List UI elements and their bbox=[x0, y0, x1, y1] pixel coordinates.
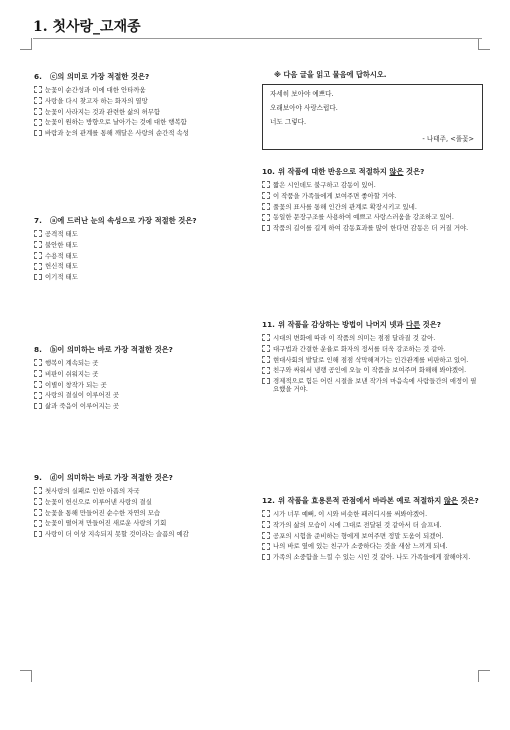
answer-option-label: 사랑이 더 이상 지속되지 못할 것이라는 슬픔의 예감 bbox=[45, 530, 189, 539]
answer-option[interactable] bbox=[34, 402, 239, 410]
answer-option[interactable] bbox=[34, 262, 239, 270]
question-underlined-word: 않은 bbox=[389, 167, 404, 176]
crop-mark-bottom-right-h bbox=[478, 670, 490, 671]
answer-option-label: 시가 너무 예뻐, 이 시와 비슷한 패러디시를 써봐야겠어. bbox=[273, 510, 428, 518]
page-title: 1. 첫사랑_고재종 bbox=[33, 19, 141, 35]
answer-checkbox[interactable] bbox=[34, 274, 42, 281]
answer-option[interactable] bbox=[262, 224, 482, 232]
answer-option-label: 작가의 삶의 모습이 시에 그대로 전달된 것 같아서 더 슬프네. bbox=[273, 520, 442, 529]
poem-line: 자세히 보아야 예쁘다. bbox=[270, 90, 334, 98]
question-underlined-word: 다른 bbox=[406, 320, 421, 329]
question-9 bbox=[34, 473, 249, 541]
question-stem bbox=[34, 345, 239, 354]
crop-mark-top-right-h bbox=[478, 49, 490, 50]
question-number: 11. bbox=[262, 320, 275, 329]
answer-option[interactable] bbox=[262, 181, 482, 189]
option-list bbox=[34, 487, 249, 538]
answer-option[interactable] bbox=[34, 108, 239, 116]
answer-checkbox[interactable] bbox=[34, 498, 42, 505]
answer-option-label: 눈꽃이 원하는 방향으로 날아가는 것에 대한 행복함 bbox=[45, 118, 187, 127]
answer-option[interactable] bbox=[262, 334, 482, 342]
question-stem bbox=[262, 167, 482, 176]
answer-option-label: 행복이 계속되는 곳 bbox=[45, 359, 99, 367]
answer-option-label: 작품의 길이를 길게 하여 감동효과를 많이 한다면 감동은 더 커질 거야. bbox=[273, 224, 469, 233]
poem-box bbox=[262, 84, 483, 150]
answer-option[interactable] bbox=[34, 509, 249, 517]
answer-option-label: 풀꽃의 표사를 통해 인간의 관계로 확장시키고 있네. bbox=[273, 202, 417, 211]
answer-option[interactable] bbox=[34, 118, 239, 126]
question-stem bbox=[262, 320, 482, 329]
answer-option[interactable] bbox=[34, 129, 239, 137]
answer-checkbox[interactable] bbox=[262, 334, 270, 341]
poem-line: 오래보아야 사랑스럽다. bbox=[270, 104, 338, 112]
answer-option-label: 수용적 태도 bbox=[45, 251, 78, 260]
answer-option[interactable] bbox=[262, 213, 482, 221]
question-number: 10. bbox=[262, 167, 275, 176]
answer-option[interactable] bbox=[262, 356, 482, 364]
answer-option-label: 경제적으로 힘든 어린 시절을 보낸 작가의 마음속에 사람들간의 애정이 필요했을 거야. bbox=[273, 377, 477, 394]
answer-checkbox[interactable] bbox=[34, 520, 42, 527]
answer-checkbox[interactable] bbox=[262, 181, 270, 188]
option-list bbox=[262, 334, 482, 394]
answer-checkbox[interactable] bbox=[34, 370, 42, 377]
option-list bbox=[262, 181, 482, 232]
answer-option-label: 공격적 태도 bbox=[45, 230, 78, 238]
answer-checkbox[interactable] bbox=[262, 532, 270, 539]
answer-checkbox[interactable] bbox=[262, 543, 270, 550]
answer-checkbox[interactable] bbox=[262, 203, 270, 210]
answer-option-label: 헌신적 태도 bbox=[45, 262, 78, 271]
answer-option-label: 동일한 문장구조를 사용하여 예쁘고 사랑스러움을 강조하고 있어. bbox=[273, 213, 454, 222]
answer-checkbox[interactable] bbox=[34, 392, 42, 399]
answer-checkbox[interactable] bbox=[34, 130, 42, 137]
answer-option-label: 사랑의 결실이 이루어진 곳 bbox=[45, 391, 120, 400]
question-text: 위 작품을 효용론적 관점에서 바라본 예로 적절하지 bbox=[278, 496, 444, 505]
poem-source: - 나태주, <풀꽃> bbox=[422, 135, 474, 143]
answer-option[interactable] bbox=[34, 381, 239, 389]
answer-option-label: 공포의 시험을 준비하는 형에게 보여주면 정말 도움이 되겠어. bbox=[273, 531, 444, 540]
answer-checkbox[interactable] bbox=[262, 345, 270, 352]
answer-checkbox[interactable] bbox=[34, 230, 42, 237]
answer-option-label: 이 작품을 가족들에게 보여주면 좋아할 거야. bbox=[273, 191, 397, 200]
answer-option-label: 이별이 창작가 되는 곳 bbox=[45, 380, 107, 389]
question-6 bbox=[34, 72, 239, 140]
answer-option[interactable] bbox=[262, 553, 482, 561]
question-stem bbox=[34, 473, 249, 482]
crop-mark-top-left-v bbox=[31, 38, 32, 50]
answer-checkbox[interactable] bbox=[34, 252, 42, 259]
option-list bbox=[262, 510, 482, 561]
question-12 bbox=[262, 496, 482, 564]
question-text: ⓒ의 의미로 가장 적절한 것은? bbox=[50, 72, 150, 81]
instruction-text: ※ 다음 글을 읽고 물음에 답하시오. bbox=[274, 70, 387, 79]
answer-checkbox[interactable] bbox=[262, 225, 270, 232]
answer-option-label: 대구법과 간결한 운율로 화자의 정서를 더욱 강조하는 것 같아. bbox=[273, 344, 446, 353]
question-7 bbox=[34, 216, 239, 284]
answer-option[interactable] bbox=[262, 345, 482, 353]
question-text: ⓓ이 의미하는 바로 가장 적절한 것은? bbox=[50, 473, 173, 482]
answer-option-label: 짧은 시인데도 불구하고 감동이 있어. bbox=[273, 181, 376, 189]
answer-option[interactable] bbox=[34, 252, 239, 260]
answer-option-label: 삶과 죽음이 이루어지는 곳 bbox=[45, 402, 120, 411]
answer-checkbox[interactable] bbox=[34, 86, 42, 93]
answer-option[interactable] bbox=[262, 366, 482, 374]
question-number: 8. bbox=[34, 345, 42, 354]
answer-checkbox[interactable] bbox=[34, 359, 42, 366]
option-list bbox=[34, 359, 239, 410]
answer-option[interactable] bbox=[262, 532, 482, 540]
crop-mark-top-right-v bbox=[478, 38, 479, 50]
answer-option[interactable] bbox=[34, 359, 239, 367]
answer-option[interactable] bbox=[262, 192, 482, 200]
answer-checkbox[interactable] bbox=[262, 521, 270, 528]
poem-line: 너도 그렇다. bbox=[270, 118, 307, 126]
answer-checkbox[interactable] bbox=[262, 367, 270, 374]
crop-mark-bottom-left-v bbox=[31, 670, 32, 682]
answer-option[interactable] bbox=[262, 203, 482, 211]
answer-option[interactable] bbox=[34, 487, 249, 495]
answer-checkbox[interactable] bbox=[34, 263, 42, 270]
answer-option-label: 눈꽃이 떨어져 만들어진 새로운 사랑의 기회 bbox=[45, 519, 167, 528]
answer-option-label: 불안한 태도 bbox=[45, 240, 78, 249]
question-stem bbox=[34, 72, 239, 81]
answer-checkbox[interactable] bbox=[34, 241, 42, 248]
question-text: 위 작품에 대한 반응으로 적절하지 bbox=[278, 167, 390, 176]
answer-checkbox[interactable] bbox=[34, 97, 42, 104]
question-8 bbox=[34, 345, 239, 413]
crop-mark-bottom-right-v bbox=[478, 670, 479, 682]
answer-option[interactable] bbox=[34, 370, 239, 378]
answer-option-label: 비판이 쉬워지는 곳 bbox=[45, 369, 99, 378]
question-text: 것은? bbox=[420, 320, 442, 329]
question-number: 9. bbox=[34, 473, 42, 482]
answer-checkbox[interactable] bbox=[34, 108, 42, 115]
option-list bbox=[34, 86, 239, 137]
answer-option[interactable] bbox=[34, 519, 249, 527]
question-stem bbox=[34, 216, 239, 225]
answer-checkbox[interactable] bbox=[262, 554, 270, 561]
question-text: 것은? bbox=[457, 496, 479, 505]
answer-option-label: 현대사회의 발달로 인해 점점 삭막해져가는 인간관계를 비판하고 있어. bbox=[273, 355, 469, 364]
answer-option[interactable] bbox=[34, 273, 239, 281]
question-number: 7. bbox=[34, 216, 42, 225]
answer-option-label: 눈꽃을 통해 만들어진 순수한 자연의 모습 bbox=[45, 508, 161, 517]
answer-checkbox[interactable] bbox=[34, 531, 42, 538]
title-divider bbox=[33, 38, 482, 39]
answer-option[interactable] bbox=[262, 377, 482, 393]
answer-option[interactable] bbox=[34, 241, 239, 249]
question-underlined-word: 않은 bbox=[443, 496, 458, 505]
answer-option-label: 시대의 변화에 따라 이 작품의 의미는 점점 달라질 것 같아. bbox=[273, 334, 436, 342]
answer-option-label: 사랑을 다시 찾고자 하는 화자의 열망 bbox=[45, 96, 148, 105]
answer-option[interactable] bbox=[34, 230, 239, 238]
answer-option-label: 바람과 눈의 관계를 통해 깨달은 사랑의 순간적 속성 bbox=[45, 129, 189, 138]
answer-checkbox[interactable] bbox=[34, 509, 42, 516]
answer-checkbox[interactable] bbox=[262, 214, 270, 221]
answer-option[interactable] bbox=[262, 521, 482, 529]
answer-option-label: 첫사랑의 실패로 인한 아픔의 자국 bbox=[45, 487, 140, 495]
answer-option-label: 눈꽃이 사라지는 것과 관련한 삶의 허무함 bbox=[45, 107, 161, 116]
answer-checkbox[interactable] bbox=[34, 119, 42, 126]
answer-checkbox[interactable] bbox=[262, 510, 270, 517]
answer-checkbox[interactable] bbox=[262, 378, 270, 385]
answer-checkbox[interactable] bbox=[34, 487, 42, 494]
answer-option-label: 친구와 싸워서 냉랭 공인에 오늘 이 작품을 보여주며 화해해 봐야겠어. bbox=[273, 366, 467, 375]
question-text: ⓐ에 드러난 눈의 속성으로 가장 적절한 것은? bbox=[50, 216, 197, 225]
answer-option[interactable] bbox=[262, 542, 482, 550]
answer-option[interactable] bbox=[34, 530, 249, 538]
answer-option-label: 가족의 소중함을 느낄 수 있는 시인 것 같아. 나도 가족들에게 잘해야지. bbox=[273, 553, 471, 562]
answer-option-label: 이기적 태도 bbox=[45, 273, 78, 282]
answer-option-label: 눈꽃이 순간성과 이에 대한 안타까움 bbox=[45, 86, 146, 94]
question-text: 위 작품을 감상하는 방법이 나머지 넷과 bbox=[278, 320, 407, 329]
question-stem bbox=[262, 496, 482, 505]
question-text: 것은? bbox=[403, 167, 425, 176]
answer-option[interactable] bbox=[34, 97, 239, 105]
question-number: 12. bbox=[262, 496, 275, 505]
answer-option[interactable] bbox=[34, 391, 239, 399]
question-11 bbox=[262, 320, 482, 396]
answer-option[interactable] bbox=[262, 510, 482, 518]
answer-option-label: 나의 바로 옆에 있는 친구가 소중하다는 것을 새삼 느끼게 되네. bbox=[273, 542, 448, 551]
answer-option[interactable] bbox=[34, 498, 249, 506]
answer-checkbox[interactable] bbox=[34, 403, 42, 410]
option-list bbox=[34, 230, 239, 281]
answer-option-label: 눈꽃이 헌신으로 이루어낸 사랑의 결실 bbox=[45, 497, 152, 506]
question-10 bbox=[262, 167, 482, 235]
answer-checkbox[interactable] bbox=[34, 381, 42, 388]
answer-checkbox[interactable] bbox=[262, 356, 270, 363]
question-number: 6. bbox=[34, 72, 42, 81]
question-text: ⓑ이 의미하는 바로 가장 적절한 것은? bbox=[50, 345, 173, 354]
answer-option[interactable] bbox=[34, 86, 239, 94]
answer-checkbox[interactable] bbox=[262, 192, 270, 199]
